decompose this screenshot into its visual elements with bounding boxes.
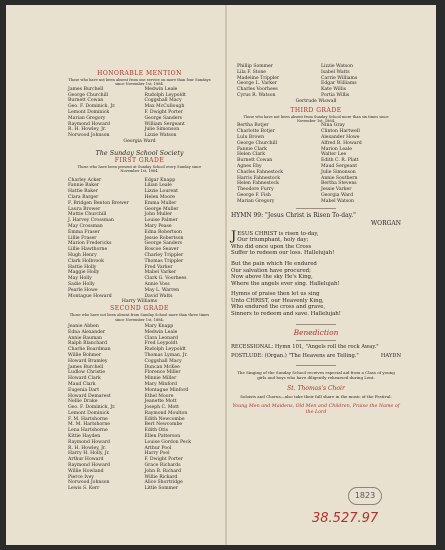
left-column <box>62 0 217 492</box>
first-grade-name: Hattie Holly <box>68 264 97 270</box>
first-grade-name: Emma Muller <box>144 200 177 206</box>
first-grade-name: Sadie Holly <box>68 281 95 287</box>
honorable-name: Norwood Johnson <box>68 133 110 139</box>
first-grade-name: Pearle Howe <box>68 287 98 293</box>
second-grade-name: Kittie Hayden <box>68 434 101 440</box>
honorable-name: Burnett Cowan <box>68 98 104 104</box>
second-grade-name: Isabel Watts <box>321 69 350 75</box>
verse-line: Where the angels ever sing. Hallelujah! <box>231 280 340 287</box>
divider <box>296 340 336 341</box>
first-grade-name: Lillie Hawthorne <box>68 247 108 253</box>
first-grade-name: John Muller <box>144 212 172 218</box>
second-grade-name: Ellen Patterson <box>144 434 181 440</box>
first-grade-name: Annie Voss <box>144 281 170 287</box>
first-grade-name: Hattie Baker <box>68 189 98 195</box>
hymn-line <box>231 212 401 220</box>
first-grade-note: Those who have been present at Sunday School every Sunday since November 1st, 1884. <box>77 164 202 174</box>
first-grade-heading: FIRST GRADE <box>114 156 165 164</box>
honorable-mention-list <box>62 87 217 139</box>
first-grade-name: Clark G. Voorhees <box>144 276 187 282</box>
third-grade-name: George F. Fish <box>237 192 271 198</box>
second-grade-name: F. Dwight Porter <box>144 457 183 463</box>
handwritten-reference: 38.527.97 <box>312 511 379 526</box>
second-grade-name: Harry Pool <box>144 451 170 457</box>
second-grade-name: Willie Bohmer <box>68 352 102 358</box>
second-grade-name: Louise Gordon Peck <box>144 439 191 445</box>
first-grade-last: Harry Williams <box>121 299 158 305</box>
recessional-label: RECESSIONAL: <box>231 343 274 350</box>
third-grade-name: Maud Sergeant <box>321 163 358 169</box>
honorable-name: Max McCullough <box>144 104 185 110</box>
choir-text: Soloists and Chorus—also take their full share in the music of the Festival. <box>240 394 392 400</box>
honorable-mention-last: Georgia Ward <box>123 138 156 144</box>
first-grade-name: J. Harvey Crossman <box>68 218 114 224</box>
verse-line: Our salvation have procured; <box>231 267 311 274</box>
second-grade-name: Charles Voorhees <box>237 87 278 93</box>
second-grade-name: Thomas Lyman, Jr. <box>144 352 188 358</box>
third-grade-name: Helen Fahnestock <box>237 181 279 187</box>
first-grade-name: May Crossman <box>68 223 103 229</box>
third-grade-name: Harris Fahnestock <box>237 175 280 181</box>
second-grade-name: Edna Alexander <box>68 329 106 335</box>
singing-note: The Singing of the Sunday School receives especial aid from a Class of young girls and boys who have diligently rehearsed during Lent. <box>237 370 395 381</box>
third-grade-name: Nina Gray <box>321 123 345 129</box>
second-grade-list <box>62 324 217 492</box>
verse-line: Who did once upon the Cross <box>231 243 312 250</box>
archive-stamp: 1823 <box>348 487 382 505</box>
second-grade-name: Kate Willis <box>321 87 347 93</box>
first-grade-name: Hugh Henry <box>68 252 97 258</box>
second-grade-name: Lemont Dominick <box>68 410 110 416</box>
second-grade-name: Ludlow Christie <box>68 370 106 376</box>
first-grade-name: Clark Holbrook <box>68 258 104 264</box>
third-grade-name: Clinton Hartwell <box>321 129 360 135</box>
verse-line: Our triumphant, holy day; <box>237 237 309 244</box>
divider <box>296 365 336 366</box>
second-grade-name: Mary Knapp <box>144 323 174 329</box>
second-grade-name: Carrie Williams <box>321 75 358 81</box>
honorable-name: Lizzie Watson <box>144 133 177 139</box>
second-grade-name: Little Sommer <box>144 486 178 492</box>
first-grade-name: Emma Fraser <box>68 229 100 235</box>
verse-line: Suffer to redeem our loss. Hallelujah! <box>231 250 335 257</box>
third-grade-list <box>231 123 401 204</box>
second-grade-name: Portia Willis <box>321 92 350 98</box>
third-grade-name: Helen Clark <box>237 152 266 158</box>
second-grade-name: Florence Miller <box>144 370 181 376</box>
hymn-verse-1 <box>231 228 401 257</box>
first-grade-name: Charley Acker <box>68 177 102 183</box>
first-grade-name: Louise Palmer <box>144 218 178 224</box>
postlude-text: (Organ.) "The Heavens are Telling." <box>264 353 359 360</box>
second-grade-name: Bert Newcombe <box>144 422 183 428</box>
first-grade-name: Charley Trippler <box>144 252 184 258</box>
second-grade-name: Harry H. Holly, Jr. <box>68 451 110 457</box>
hymn-verse-3 <box>231 291 401 317</box>
closing-verse: Young Men and Maidens, Old Men and Children, Praise the Name of the Lord <box>232 404 400 416</box>
third-grade-name: Julie Simonson <box>321 169 356 175</box>
second-grade-name: Rudolph Leypoldt <box>144 347 186 353</box>
second-grade-name: Howard Bramley <box>68 358 108 364</box>
third-grade-name: Bertha Stevens <box>321 181 357 187</box>
second-grade-name: Lewis S. Kerr <box>68 486 100 492</box>
second-grade-name: Charlie Boardman <box>68 347 111 353</box>
third-grade-name: Agnes Eby <box>237 163 262 169</box>
verse-dropcap: J <box>231 228 237 244</box>
first-grade-name: Marion Fredericks <box>68 241 112 247</box>
first-grade-name: Maggie Holly <box>68 270 100 276</box>
honorable-name: Julie Simonson <box>144 127 180 133</box>
second-grade-name: James Burchell <box>68 364 104 370</box>
third-grade-name: Lulu Brown <box>237 134 265 140</box>
second-grade-name: George L. Varker <box>237 81 277 87</box>
first-grade-name: Lilian Leale <box>144 183 172 189</box>
second-grade-name: Lizzie Watson <box>321 64 353 69</box>
honorable-name: Raymond Howard <box>68 121 110 127</box>
first-grade-name: Jessie Robertson <box>144 235 184 241</box>
third-grade-name: Marion Leale <box>321 146 352 152</box>
second-grade-continued-list <box>231 64 401 99</box>
second-grade-name: Howard Demarest <box>68 393 111 399</box>
second-grade-name: R. H. Howley, Jr. <box>68 445 107 451</box>
second-grade-name: Grace Richards <box>144 463 181 469</box>
choir-heading: St. Thomas's Choir <box>287 385 345 393</box>
honorable-mention-note: Those who have not been absent from one service on more than four Sundays since November 1st, 1884. <box>68 78 211 87</box>
verse-line: Now above the sky He's King, <box>231 274 313 281</box>
second-grade-name: Edith Newcombe <box>144 416 185 422</box>
third-grade-name: Burnett Cowan <box>237 158 273 164</box>
second-grade-name: F. M. Hartshorne <box>68 416 108 422</box>
honorable-name: Geo. F. Dominick, Jr. <box>68 104 116 110</box>
postlude-line <box>231 353 401 359</box>
first-grade-name: Clara Barger <box>68 194 99 200</box>
third-grade-name: Charlotte Botjer <box>237 129 275 135</box>
third-grade-name: Theodore Furry <box>237 187 274 193</box>
third-grade-name: Annie Southern <box>321 175 358 181</box>
honorable-name: George Sanders <box>144 115 183 121</box>
second-grade-name: Ralph Blanchard <box>68 341 108 347</box>
second-grade-name: Willie Rickard <box>144 474 178 480</box>
second-grade-name: Medwin Leale <box>144 329 178 335</box>
benediction-heading: Benediction <box>293 327 339 337</box>
third-grade-name: Walter Lee <box>321 152 347 158</box>
second-grade-name: Geo. F. Dominick, Jr. <box>68 405 116 411</box>
second-grade-name: Minnie Miller <box>144 376 177 382</box>
second-grade-name: Jeanette Mott <box>144 399 177 405</box>
second-grade-name: Raymond Howard <box>68 463 110 469</box>
honorable-name: F. Dwight Porter <box>144 110 183 115</box>
third-grade-note: Those who have not been absent from Sunday School more than six times since November 1st, 1884. <box>243 114 389 123</box>
second-grade-name: Mary Minford <box>144 381 177 387</box>
verse-line: ESUS CHRIST is risen to-day, <box>237 230 319 237</box>
society-heading: The Sunday School Society <box>95 148 184 157</box>
first-grade-name: Mattie Churchill <box>68 212 107 218</box>
third-grade-name: Edith C. R. Platt <box>321 158 359 164</box>
honorable-name: Coggshall Macy <box>144 98 182 104</box>
honorable-mention-heading: HONORABLE MENTION <box>97 70 182 77</box>
first-grade-name: Lizzie Lourent <box>144 189 179 195</box>
first-grade-name: Edgar Knapp <box>144 177 176 183</box>
third-grade-name: Bertha Botjer <box>237 123 269 129</box>
third-grade-name: Alfred B. Howard <box>321 140 362 146</box>
second-grade-name: Pierce Ivey <box>68 474 94 480</box>
third-grade-name: Fannie Clark <box>237 146 267 152</box>
honorable-name: William Sergeant <box>144 121 185 127</box>
second-grade-last: Gertrude Wiswall <box>295 98 337 104</box>
first-grade-name: George Sanders <box>144 241 183 247</box>
second-grade-name: Fred Leypoldt <box>144 341 178 347</box>
first-grade-name: May Holly <box>68 276 92 282</box>
honorable-name: Marian Gregory <box>68 115 106 121</box>
third-grade-heading: THIRD GRADE <box>290 106 342 114</box>
second-grade-name: Edith Otis <box>144 428 168 434</box>
honorable-name: George Churchill <box>68 92 109 98</box>
second-grade-name: Coggshall Macy <box>144 358 182 364</box>
recessional-text: Hymn 101, "Angels roll the rock Away." <box>274 343 379 350</box>
divider <box>296 324 336 325</box>
second-grade-name: Nellie Drake <box>68 399 98 405</box>
first-grade-name: Roscoe Seaver <box>144 247 179 253</box>
first-grade-name: Thomas Trippler <box>144 258 184 264</box>
verse-line: But the pain which He endured <box>231 260 317 267</box>
first-grade-name: Mary Pease <box>144 223 172 229</box>
first-grade-name: Edna Robertson <box>144 229 182 235</box>
right-column <box>231 0 401 416</box>
second-grade-name: Alice Shortridge <box>144 480 183 486</box>
second-grade-name: Edgar Williams <box>321 81 357 87</box>
first-grade-name: May L. Warren <box>144 287 180 293</box>
first-grade-name: Mabel Varker <box>144 270 177 276</box>
third-grade-name: Charles Fahnestock <box>237 169 283 175</box>
verse-line: Sinners to redeem and save. Hallelujah! <box>231 311 341 318</box>
second-grade-name: Ethel Moore <box>144 393 174 399</box>
first-grade-name: F. Bridgen Benton Brewer <box>68 200 129 206</box>
third-grade-name: George Churchill <box>237 140 278 146</box>
first-grade-name: Fred Varker <box>144 264 173 270</box>
postlude-label: POSTLUDE: <box>231 353 263 360</box>
second-grade-name: Arthur Howard <box>68 457 104 463</box>
hymn-verse-2 <box>231 261 401 287</box>
second-grade-name: Madeline Trippler <box>237 75 280 81</box>
second-grade-name: Duncan McKee <box>144 364 180 370</box>
recessional-line <box>231 344 401 350</box>
second-grade-name: Howard Clark <box>68 376 101 382</box>
hymn-title: HYMN 99: "Jesus Christ is Risen To-day." <box>231 211 356 219</box>
hymn-tune-line <box>231 220 401 228</box>
first-grade-name: Fannie Baker <box>68 183 99 189</box>
second-grade-heading: SECOND GRADE <box>110 305 169 313</box>
second-grade-name: Jeanie Abben <box>68 323 99 329</box>
verse-line: Hymns of praise then let us sing <box>231 291 320 298</box>
third-grade-name: Jessie Varker <box>321 187 352 193</box>
second-grade-name: Eugenia Dart <box>68 387 100 393</box>
second-grade-name: Maud Clark <box>68 381 96 387</box>
first-grade-list <box>62 178 217 300</box>
center-fold <box>225 5 227 545</box>
honorable-name: Lemont Dominick <box>68 110 110 115</box>
honorable-name: James Burchell <box>68 86 104 92</box>
first-grade-name: George Muller <box>144 206 179 212</box>
third-grade-name: Marian Gregory <box>237 198 275 204</box>
second-grade-name: Clara Leonard <box>144 335 178 341</box>
first-grade-name: David Watts <box>144 293 173 299</box>
second-grade-name: M. M. Hartshorne <box>68 422 110 428</box>
first-grade-name: Laura Brower <box>68 206 101 212</box>
postlude-tune: HAYDN <box>380 353 401 360</box>
second-grade-note: Those who have not been absent from Sunday School more than three times since November 1st, 1884. <box>69 313 210 322</box>
honorable-name: Medwin Leale <box>144 86 178 92</box>
honorable-name: Rudolph Leypoldt <box>144 92 186 98</box>
second-grade-name: Lena Hartshorne <box>68 428 108 434</box>
divider <box>296 208 336 209</box>
third-grade-name: Mabel Watson <box>321 198 355 204</box>
verse-line: Unto CHRIST, our Heavenly King, <box>231 297 324 304</box>
second-grade-name: Raymond Howard <box>68 439 110 445</box>
second-grade-name: Joseph C. Mott <box>144 405 179 411</box>
first-grade-name: Helen Moore <box>144 194 175 200</box>
second-grade-name: Phillip Sommer <box>237 64 273 69</box>
first-grade-name: Lillie Fraser <box>68 235 97 241</box>
first-grade-name: Montague Howard <box>68 293 112 299</box>
third-grade-name: Georgia Ward <box>321 192 354 198</box>
third-grade-name: Alexander Howe <box>321 134 360 140</box>
second-grade-name: Montague Minford <box>144 387 189 393</box>
second-grade-name: Willie Howland <box>68 468 104 474</box>
second-grade-name: Lila F. Stone <box>237 69 267 75</box>
second-grade-name: Raymond Moulton <box>144 410 188 416</box>
second-grade-name: Cyrus R. Watson <box>237 92 276 98</box>
verse-line: Who endured the cross and grave, <box>231 304 326 311</box>
second-grade-name: Arthur Pool <box>144 445 172 451</box>
second-grade-name: Norwood Johnson <box>68 480 110 486</box>
second-grade-name: John B. Richard <box>144 468 182 474</box>
hymn-tune: WORGAN <box>371 219 401 227</box>
second-grade-name: Annie Bauman <box>68 335 103 341</box>
honorable-name: R. H. Howley, Jr. <box>68 127 107 133</box>
